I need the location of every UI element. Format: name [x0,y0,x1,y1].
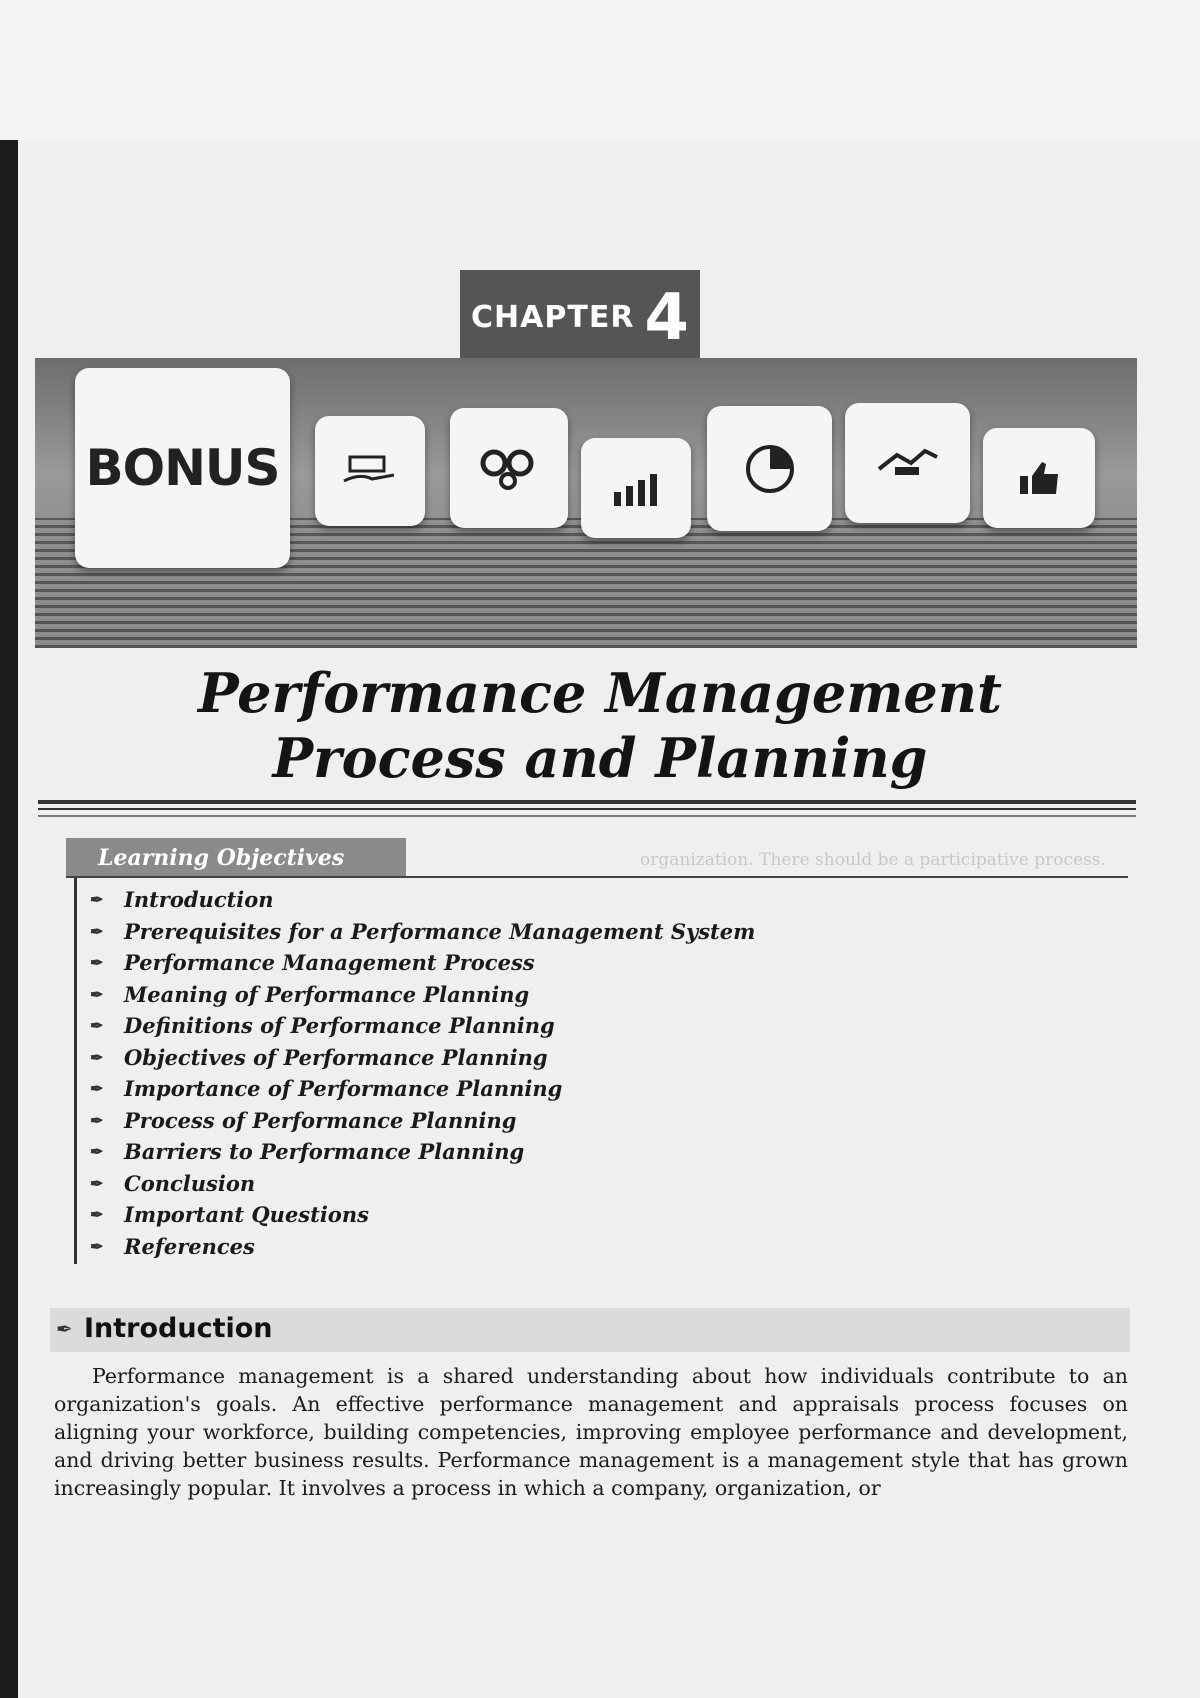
objective-text: Conclusion [124,1170,256,1196]
list-item [90,1042,755,1074]
handshake-icon [845,403,970,523]
bar-chart-icon [581,438,691,538]
pen-icon: ✒ [90,984,104,1004]
pen-icon: ✒ [90,953,104,973]
money-hand-icon [315,416,425,526]
title-divider [38,800,1136,804]
introduction-paragraph: Performance management is a shared understanding about how individuals contribute to an organization's goals. An effective performance management and appraisals process focuses on aligning your workforce, building competencies, improving employee performance and development, and driving better business results. Performance management is a management style that has grown increasingly popular. It involves a process in which a company, organization, or [54,1364,1128,1500]
bleed-through-text: organization. There should be a participative process. [640,850,1106,870]
objective-text: Meaning of Performance Planning [124,981,530,1007]
pen-icon: ✒ [90,890,104,910]
bonus-text: BONUS [85,439,280,497]
objective-text: Importance of Performance Planning [124,1076,563,1102]
objective-text: Barriers to Performance Planning [124,1139,525,1165]
pen-icon: ✒ [90,1016,104,1036]
chapter-title-line2: Process and Planning [272,726,928,790]
learning-objectives-rule [66,876,1128,878]
learning-objectives-tab: Learning Objectives [66,838,406,878]
list-item [90,1199,755,1231]
chapter-banner-image [35,358,1137,648]
title-divider-light [38,815,1136,817]
learning-objectives-bar [74,878,77,1264]
objective-text: Definitions of Performance Planning [124,1013,555,1039]
objective-text: Introduction [124,887,274,913]
pen-icon: ✒ [90,1173,104,1193]
chapter-number: 4 [644,280,689,355]
list-item [90,916,755,948]
learning-objectives-list [90,884,755,1262]
objective-text: Important Questions [124,1202,369,1228]
list-item [90,1231,755,1263]
chapter-title-line1: Performance Management [198,661,1002,725]
objective-text: Objectives of Performance Planning [124,1044,548,1070]
chapter-word: CHAPTER [471,300,635,335]
bonus-cube [75,368,290,568]
pen-icon: ✒ [90,1236,104,1256]
pen-icon: ✒ [90,1079,104,1099]
list-item [90,1073,755,1105]
list-item [90,947,755,979]
objective-text: References [124,1233,255,1259]
introduction-heading-text: Introduction [84,1313,273,1344]
pen-icon: ✒ [90,1110,104,1130]
pen-icon: ✒ [90,1047,104,1067]
pie-chart-icon [707,406,832,531]
pen-icon: ✒ [90,1142,104,1162]
title-divider-thin [38,808,1136,810]
objective-text: Prerequisites for a Performance Management System [124,918,756,944]
objective-text: Process of Performance Planning [124,1107,517,1133]
list-item [90,884,755,916]
pen-icon: ✒ [90,921,104,941]
pen-icon: ✒ [56,1316,73,1341]
list-item [90,1010,755,1042]
thumbs-up-icon [983,428,1095,528]
list-item [90,979,755,1011]
pen-icon: ✒ [90,1205,104,1225]
gears-icon [450,408,568,528]
scan-background [0,0,1200,150]
list-item [90,1168,755,1200]
list-item [90,1105,755,1137]
introduction-heading [56,1313,273,1344]
chapter-label [460,270,700,365]
objective-text: Performance Management Process [124,950,535,976]
list-item [90,1136,755,1168]
